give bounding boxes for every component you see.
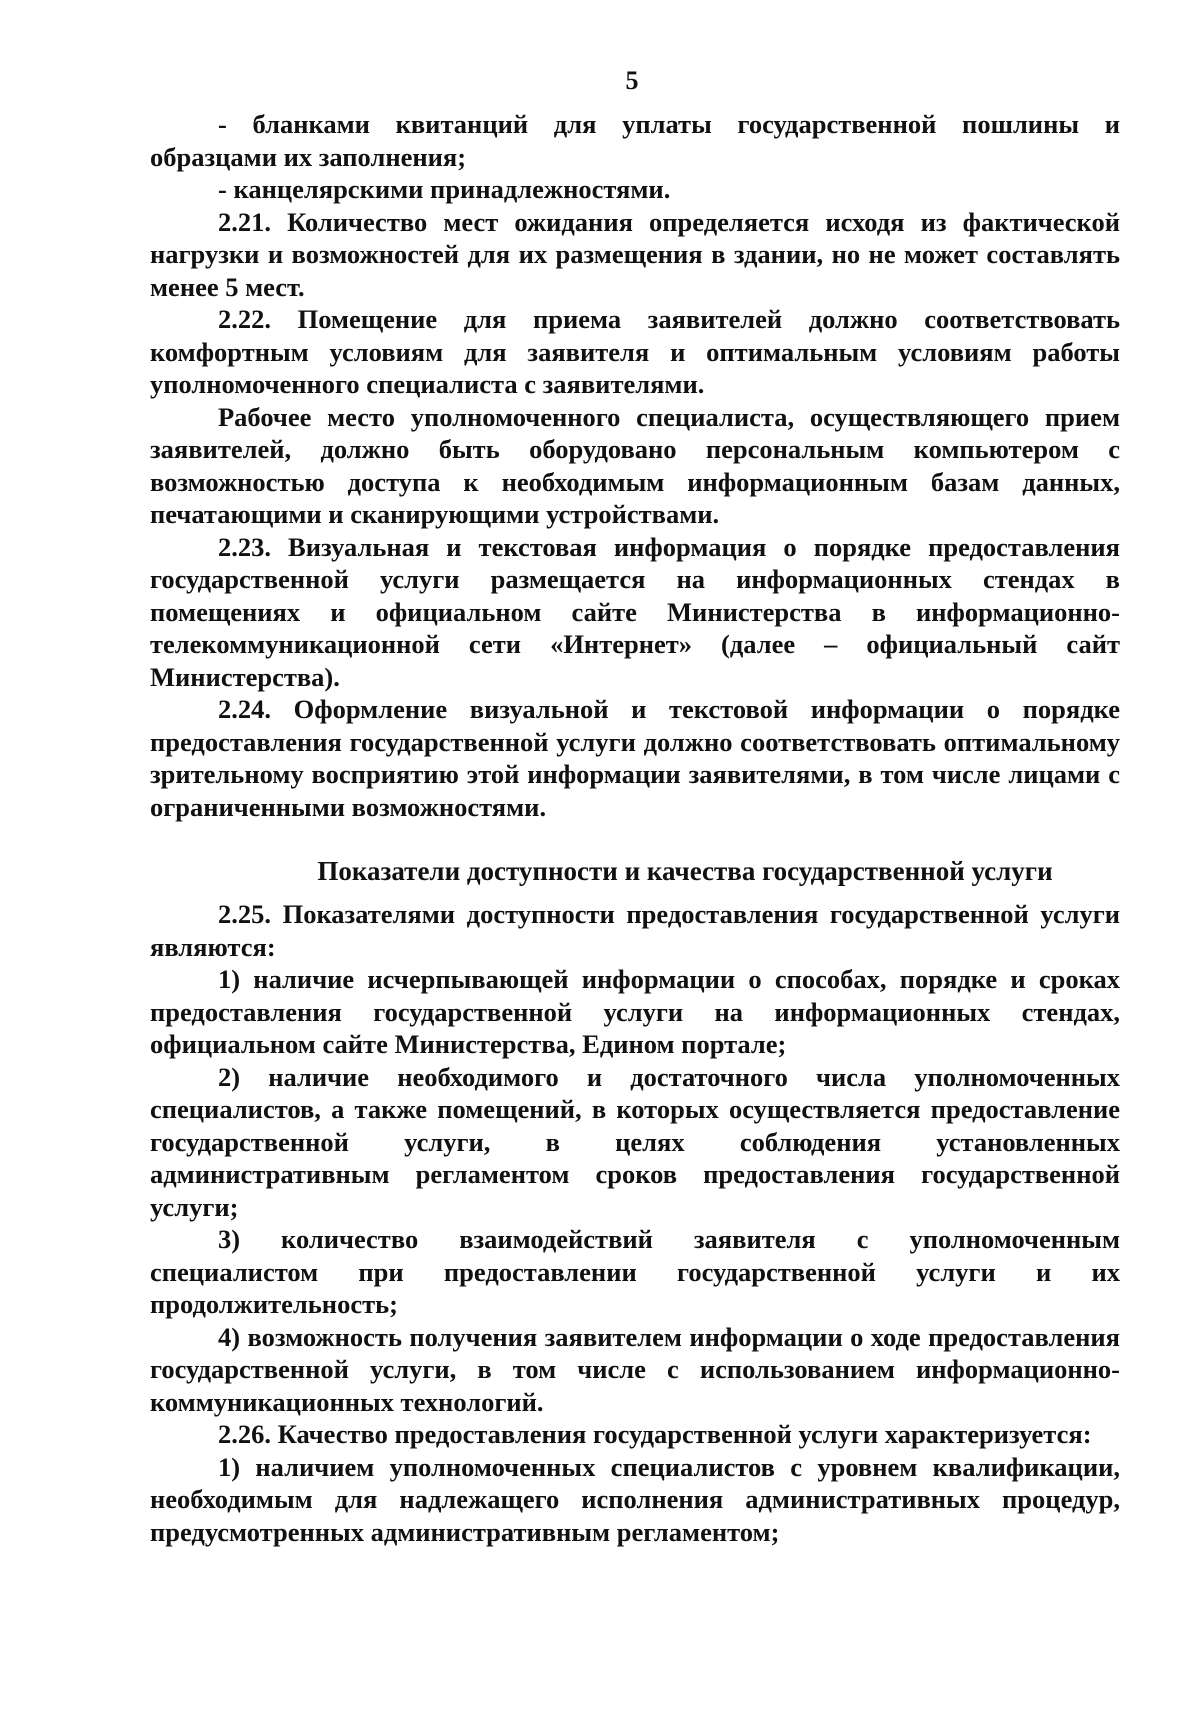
list-item-2-specialists: 2) наличие необходимого и достаточного числа уполномоченных специалистов, а также помещений, в которых осуществляется предоставление государственной услуги, в целях соблюдения установленных административным регламентом сроков предоставления государственной услуги; (150, 1061, 1120, 1222)
body-text-lower (150, 898, 1120, 1548)
paragraph-2-24: 2.24. Оформление визуальной и текстовой информации о порядке предоставления государственной услуги должно соответствовать оптимальному зрительному восприятию этой информации заявителями, в том числе лицами с ограниченными возможностями. (150, 694, 1120, 822)
paragraph-2-25: 2.25. Показателями доступности предоставления государственной услуги являются: (150, 899, 1120, 962)
paragraph-2-22: 2.22. Помещение для приема заявителей должно соответствовать комфортным условиям для заявителя и оптимальным условиям работы уполномоченного специалиста с заявителями. (150, 304, 1120, 399)
paragraph-stationery: - канцелярскими принадлежностями. (218, 174, 671, 204)
section-heading: Показатели доступности и качества государственной услуги (317, 856, 1053, 886)
list-item-4-progress-info: 4) возможность получения заявителем информации о ходе предоставления государственной услуги, в том числе с использованием информационно-коммуникационных технологий. (150, 1321, 1120, 1417)
paragraph-2-26: 2.26. Качество предоставления государственной услуги характеризуется: (218, 1419, 1092, 1449)
paragraph-workplace: Рабочее место уполномоченного специалиста, осуществляющего прием заявителей, должно быть оборудовано персональным компьютером с возможностью доступа к необходимым информационным базам данных, печатающими и сканирующими устройствами. (150, 401, 1120, 529)
paragraph-blanks: - бланками квитанций для уплаты государственной пошлины и образцами их заполнения; (150, 109, 1120, 172)
page-number: 5 (625, 66, 639, 95)
list-item-3-interactions: 3) количество взаимодействий заявителя с уполномоченным специалистом при предоставлении государственной услуги и их продолжительность; (150, 1224, 1120, 1319)
body-text-upper (150, 108, 1120, 823)
list-item-1-qualification: 1) наличием уполномоченных специалистов с уровнем квалификации, необходимым для надлежащего исполнения административных процедур, предусмотренных административным регламентом; (150, 1451, 1120, 1547)
paragraph-2-23: 2.23. Визуальная и текстовая информация о порядке предоставления государственной услуги размещается на информационных стендах в помещениях и официальном сайте Министерства в информационно-телекоммуникационной сети «Интернет» (далее – официальный сайт Министерства). (150, 531, 1120, 692)
list-item-1-information: 1) наличие исчерпывающей информации о способах, порядке и сроках предоставления государственной услуги на информационных стендах, официальном сайте Министерства, Едином портале; (150, 964, 1120, 1059)
paragraph-2-21: 2.21. Количество мест ожидания определяется исходя из фактической нагрузки и возможностей для их размещения в здании, но не может составлять менее 5 мест. (150, 206, 1120, 302)
